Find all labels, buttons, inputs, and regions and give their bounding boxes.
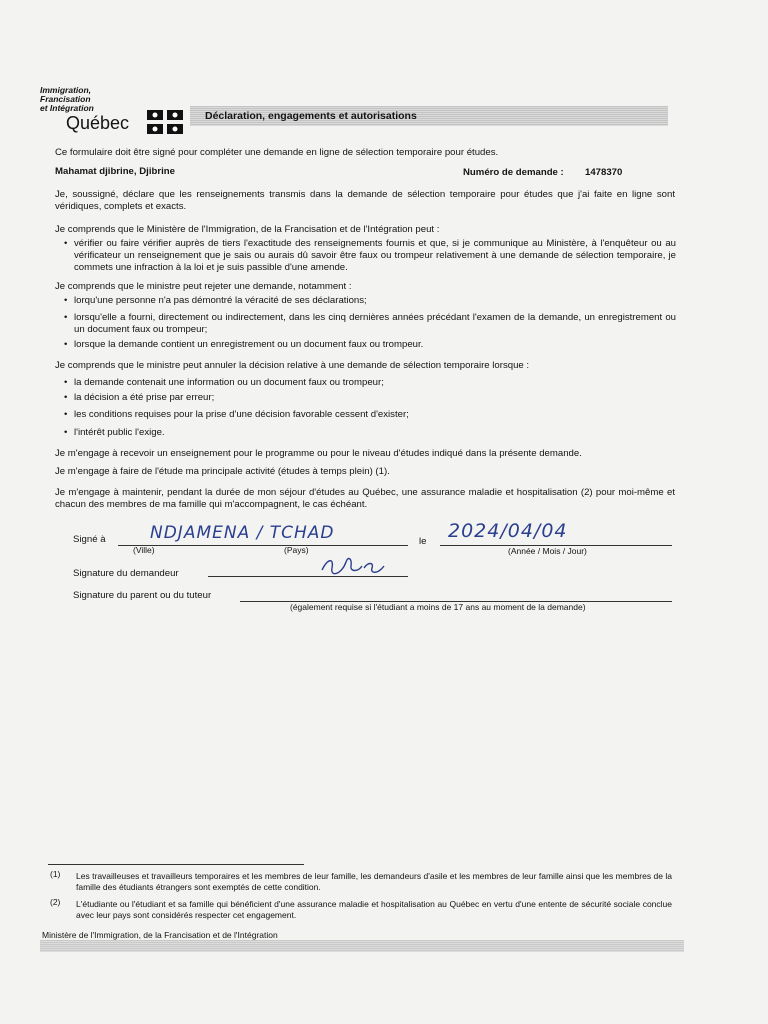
logo-line-2: Francisation [40,94,91,104]
section3-lead: Je comprends que le ministre peut annuler la décision relative à une demande de sélection temporaire lorsque : [55,360,530,371]
footer-bar [40,940,684,952]
handwritten-place: NDJAMENA / TCHAD [150,523,335,543]
parent-signature-note: (également requise si l'étudiant a moins de 17 ans au moment de la demande) [290,602,586,612]
parent-signature-label: Signature du parent ou du tuteur [73,590,212,601]
list-item [64,238,676,274]
list-item [64,392,676,404]
commitment-text: Je m'engage à maintenir, pendant la durée de mon séjour d'études au Québec, une assurance maladie et hospitalisation (2) pour moi-même et chacun des membres de ma famille qui m'accompagnent, le cas échéant. [55,487,675,510]
commitment-text: Je m'engage à faire de l'étude ma principale activité (études à temps plein) (1). [55,466,390,477]
commitment-text: Je m'engage à recevoir un enseignement pour le programme ou pour le niveau d'études indiqué dans la présente demande. [55,448,582,459]
bullet-icon: • [64,409,68,420]
list-item-text: lorqu'une personne n'a pas démontré la véracité de ses déclarations; [74,295,367,306]
list-item-text: les conditions requises pour la prise d'une décision favorable cessent d'exister; [74,409,409,420]
logo-line-1: Immigration, [40,85,92,95]
request-number: 1478370 [585,167,623,178]
date-on-label: le [419,536,427,547]
list-item [64,377,676,389]
bullet-icon: • [64,427,68,438]
bullet-icon: • [64,339,68,350]
declaration-text: Je, soussigné, déclare que les renseignements transmis dans la demande de sélection temporaire pour études que j'ai faite en ligne sont véridiques, complets et exacts. [55,189,675,212]
bullet-icon: • [64,312,68,323]
list-item [64,339,676,351]
section1-lead: Je comprends que le Ministère de l'Immigration, de la Francisation et de l'Intégration peut : [55,224,440,235]
page-title: Déclaration, engagements et autorisations [205,110,417,122]
footnote-number: (1) [50,869,61,879]
bullet-icon: • [64,377,68,388]
footnote-separator [48,864,304,865]
list-item-text: vérifier ou faire vérifier auprès de tiers l'exactitude des renseignements fournis et que, si je communique au Ministère, à l'enquêteur ou au vérificateur un renseignement que je sais ou aurais dû savoir être faux ou trompeur relativement à une demande de sélection temporaire, je commets une infraction à la loi et je suis passible d'une amende. [74,238,676,273]
fleur-de-lys-flag-icon [147,110,183,134]
signed-at-label: Signé à [73,534,106,545]
bullet-icon: • [64,295,68,306]
date-format-label: (Année / Mois / Jour) [508,546,587,556]
section2-lead: Je comprends que le ministre peut rejeter une demande, notamment : [55,281,352,292]
applicant-signature-scribble [318,554,388,578]
applicant-signature-label: Signature du demandeur [73,568,179,579]
footnote-text: Les travailleuses et travailleurs temporaires et les membres de leur famille, les demandeurs d'asile et les membres de leur famille ainsi que les membres de la famille des étudiants étrangers sont exemptés de cette condition. [76,871,672,892]
intro-text: Ce formulaire doit être signé pour compléter une demande en ligne de sélection temporaire pour études. [55,147,499,158]
bullet-icon: • [64,238,68,249]
list-item-text: la demande contenait une information ou un document faux ou trompeur; [74,377,384,388]
list-item-text: lorsque la demande contient un enregistrement ou un document faux ou trompeur. [74,339,424,350]
list-item-text: la décision a été prise par erreur; [74,392,215,403]
handwritten-date: 2024/04/04 [448,520,568,542]
country-label: (Pays) [284,545,309,555]
applicant-name: Mahamat djibrine, Djibrine [55,166,175,177]
logo-line-3: et Intégration [40,103,94,113]
request-number-label: Numéro de demande : [463,167,564,178]
list-item [64,427,676,439]
logo-quebec-word: Québec [66,113,130,133]
list-item [64,312,676,336]
list-item [64,295,676,307]
footnote-number: (2) [50,897,61,907]
footer-ministry: Ministère de l'Immigration, de la Francisation et de l'Intégration [42,930,278,940]
list-item-text: lorsqu'elle a fourni, directement ou indirectement, dans les cinq dernières années précédant l'examen de la demande, un enregistrement ou un document faux ou trompeur; [74,312,676,335]
city-label: (Ville) [133,545,155,555]
bullet-icon: • [64,392,68,403]
place-signature-line [118,545,408,546]
title-banner [190,106,668,126]
list-item [64,409,676,421]
list-item-text: l'intérêt public l'exige. [74,427,165,438]
footnote-text: L'étudiante ou l'étudiant et sa famille qui bénéficient d'une assurance maladie et hospitalisation au Québec en vertu d'une entente de sécurité sociale conclue avec leur pays sont considérés respecter cet engagement. [76,899,672,920]
ministry-logo [40,86,190,136]
